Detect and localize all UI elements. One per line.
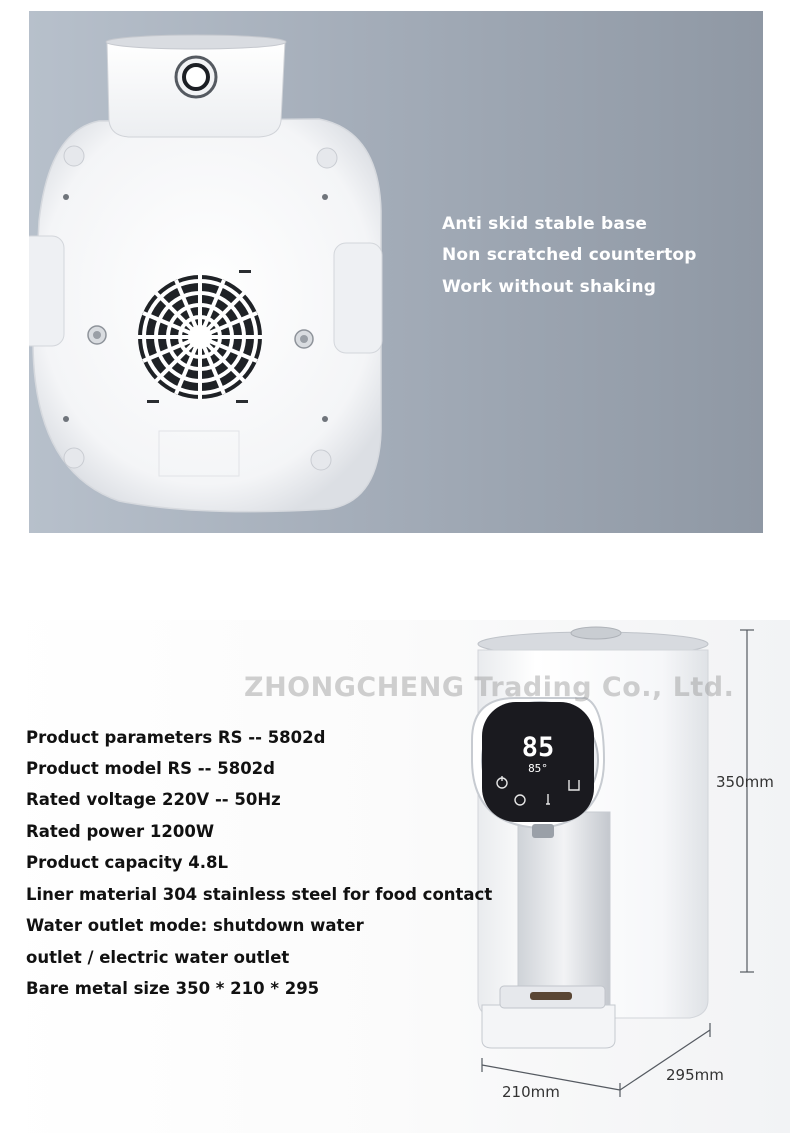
feature-no-shaking: Work without shaking: [442, 277, 657, 297]
dimension-height-label: 350mm: [716, 773, 774, 791]
base-feature-panel: [29, 11, 763, 533]
feature-non-scratched: Non scratched countertop: [442, 245, 697, 265]
spec-power: Rated power 1200W: [26, 822, 215, 841]
spec-outlet-mode-cont: outlet / electric water outlet: [26, 948, 290, 967]
spec-capacity: Product capacity 4.8L: [26, 853, 228, 872]
watermark: ZHONGCHENG Trading Co., Ltd.: [244, 672, 735, 703]
spec-size: Bare metal size 350 * 210 * 295: [26, 979, 320, 998]
sub-temp-readout: 85°: [528, 762, 548, 775]
dimension-width-label: 210mm: [502, 1083, 560, 1101]
spec-voltage: Rated voltage 220V -- 50Hz: [26, 790, 281, 809]
spec-parameters: Product parameters RS -- 5802d: [26, 728, 326, 747]
feature-anti-skid: Anti skid stable base: [442, 214, 648, 234]
spec-outlet-mode: Water outlet mode: shutdown water: [26, 916, 364, 935]
main-temp-readout: 85: [521, 732, 555, 763]
spec-liner: Liner material 304 stainless steel for food contact: [26, 885, 493, 904]
kettle-base-image: [29, 11, 763, 533]
spec-model: Product model RS -- 5802d: [26, 759, 275, 778]
product-spec-section: [0, 620, 790, 1133]
temperature-display: [512, 734, 564, 776]
dimension-depth-label: 295mm: [666, 1066, 724, 1084]
